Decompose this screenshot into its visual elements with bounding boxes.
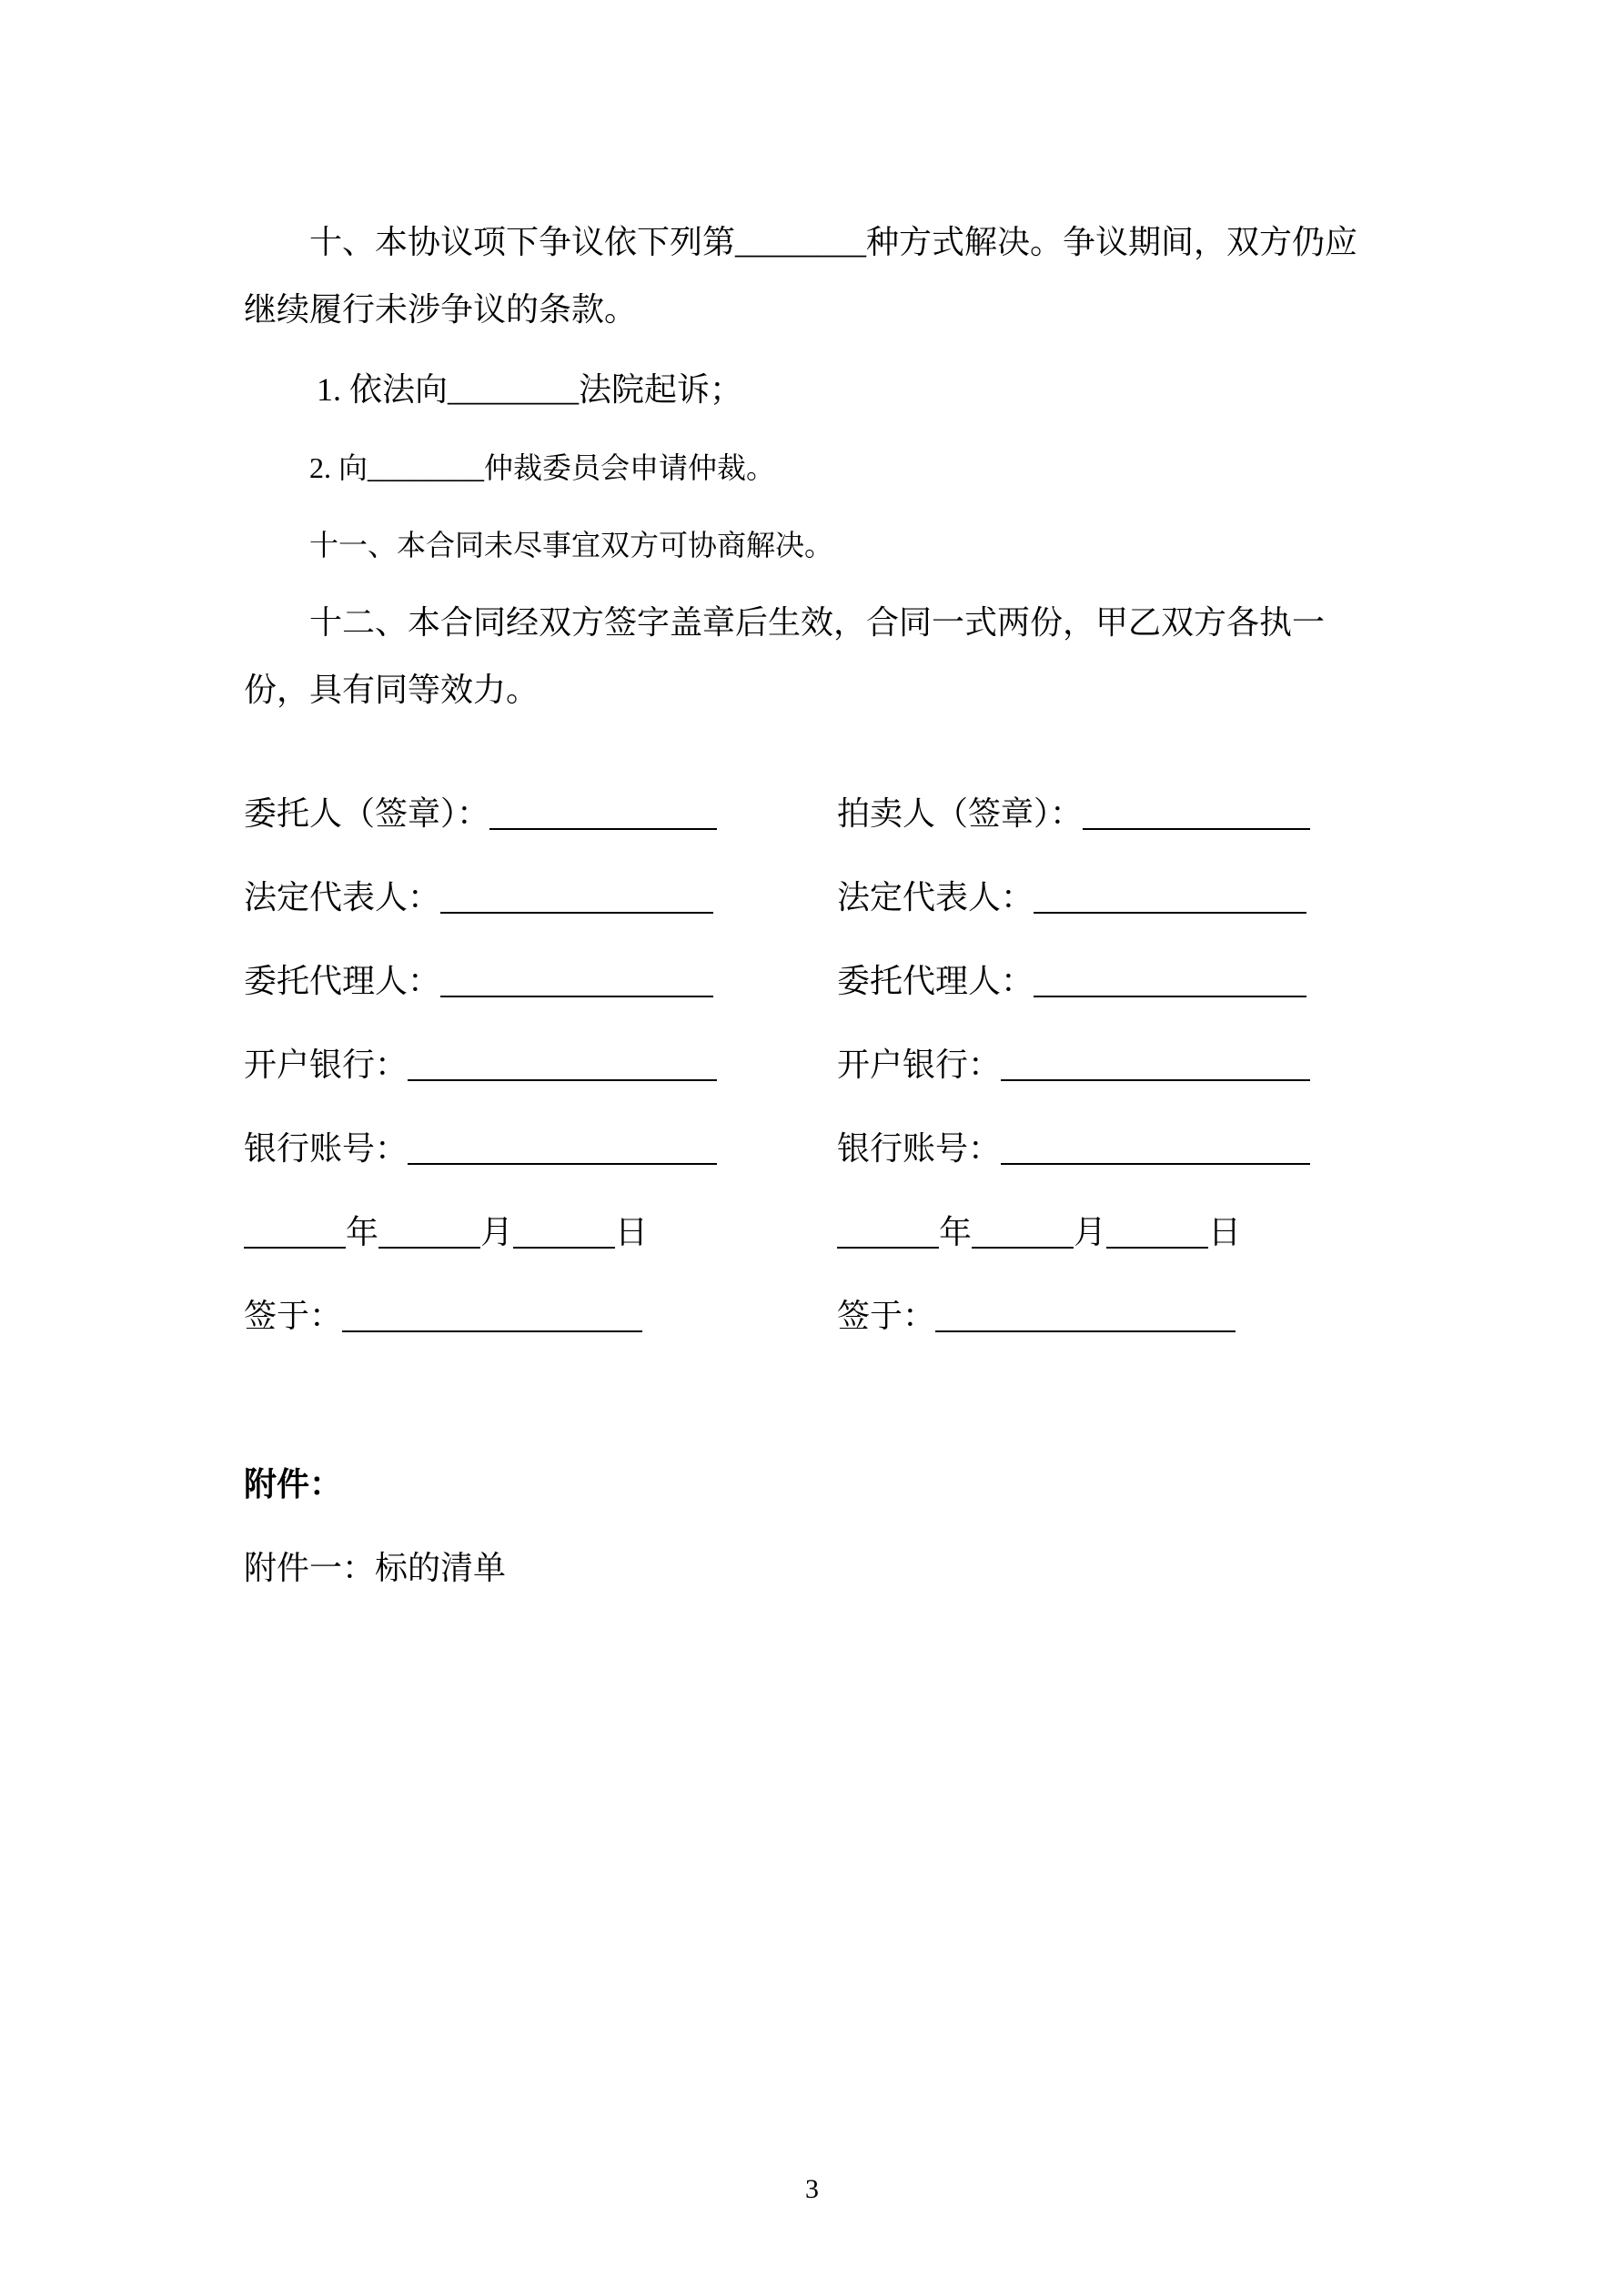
consignor-legal-rep-label: 法定代表人：: [244, 878, 441, 915]
month-label: 月: [1074, 1213, 1107, 1250]
signature-blank-line: [935, 1298, 1236, 1332]
sig-row-party: [244, 788, 837, 834]
sig-row-account: [244, 1123, 837, 1168]
signature-block: [244, 788, 1380, 1374]
sig-row-account: [837, 1123, 1380, 1168]
signature-column-auctioneer: [837, 788, 1380, 1374]
date-year-blank: [244, 1214, 346, 1249]
sig-row-legal-rep: [244, 872, 837, 917]
sig-row-legal-rep: [837, 872, 1380, 917]
signature-blank-line: [440, 963, 713, 997]
date-day-blank: [1106, 1214, 1208, 1249]
consignor-bank-label: 开户银行：: [244, 1046, 409, 1083]
auctioneer-signed-at-label: 签于：: [837, 1297, 936, 1334]
date-day-blank: [513, 1214, 615, 1249]
page-number: 3: [805, 2174, 819, 2204]
sig-row-agent: [837, 956, 1380, 1001]
clause-11: 十一、本合同未尽事宜双方可协商解决。: [309, 528, 834, 561]
sig-row-signed-at: [244, 1290, 837, 1336]
consignor-account-label: 银行账号：: [244, 1129, 409, 1167]
day-label: 日: [1208, 1213, 1242, 1250]
signature-blank-line: [1083, 795, 1310, 830]
consignor-agent-label: 委托代理人：: [244, 962, 441, 999]
sig-row-agent: [244, 956, 837, 1001]
signature-blank-line: [408, 1047, 717, 1081]
sig-row-signed-at: [837, 1290, 1380, 1336]
signature-blank-line: [440, 879, 713, 914]
auctioneer-legal-rep-label: 法定代表人：: [837, 878, 1034, 915]
signature-blank-line: [1034, 963, 1306, 997]
clause-10-item-2: 2. 向________仲裁委员会申请仲裁。: [309, 451, 776, 485]
sig-row-party: [837, 788, 1380, 834]
signature-blank-line: [408, 1130, 717, 1165]
year-label: 年: [939, 1213, 973, 1250]
signature-blank-line: [342, 1298, 642, 1332]
clause-12: 十二、本合同经双方签字盖章后生效，合同一式两份，甲乙双方各执一份，具有同等效力。: [244, 604, 1326, 708]
auctioneer-party-label: 拍卖人（签章）：: [837, 794, 1084, 832]
date-year-blank: [837, 1214, 939, 1249]
sig-row-date: [837, 1207, 1380, 1252]
consignor-signed-at-label: 签于：: [244, 1297, 343, 1334]
consignor-party-label: 委托人（签章）：: [244, 794, 490, 832]
date-month-blank: [972, 1214, 1074, 1249]
auctioneer-agent-label: 委托代理人：: [837, 962, 1034, 999]
signature-blank-line: [1001, 1047, 1310, 1081]
attachment-item-1: 附件一：标的清单: [244, 1550, 507, 1587]
day-label: 日: [615, 1213, 649, 1250]
clause-10-item-1: 1. 依法向________法院起诉；: [317, 370, 743, 408]
month-label: 月: [480, 1213, 514, 1250]
auctioneer-bank-label: 开户银行：: [837, 1046, 1002, 1083]
sig-row-bank: [837, 1039, 1380, 1085]
year-label: 年: [346, 1213, 379, 1250]
date-month-blank: [378, 1214, 480, 1249]
signature-column-consignor: [244, 788, 837, 1374]
signature-blank-line: [489, 795, 717, 830]
auctioneer-account-label: 银行账号：: [837, 1129, 1002, 1167]
signature-blank-line: [1034, 879, 1306, 914]
sig-row-bank: [244, 1039, 837, 1085]
clause-10: 十、本协议项下争议依下列第________种方式解决。争议期间，双方仍应继续履行未涉争议的条款。: [244, 224, 1358, 328]
attachments-heading: 附件：: [244, 1464, 343, 1502]
signature-blank-line: [1001, 1130, 1310, 1165]
sig-row-date: [244, 1207, 837, 1252]
